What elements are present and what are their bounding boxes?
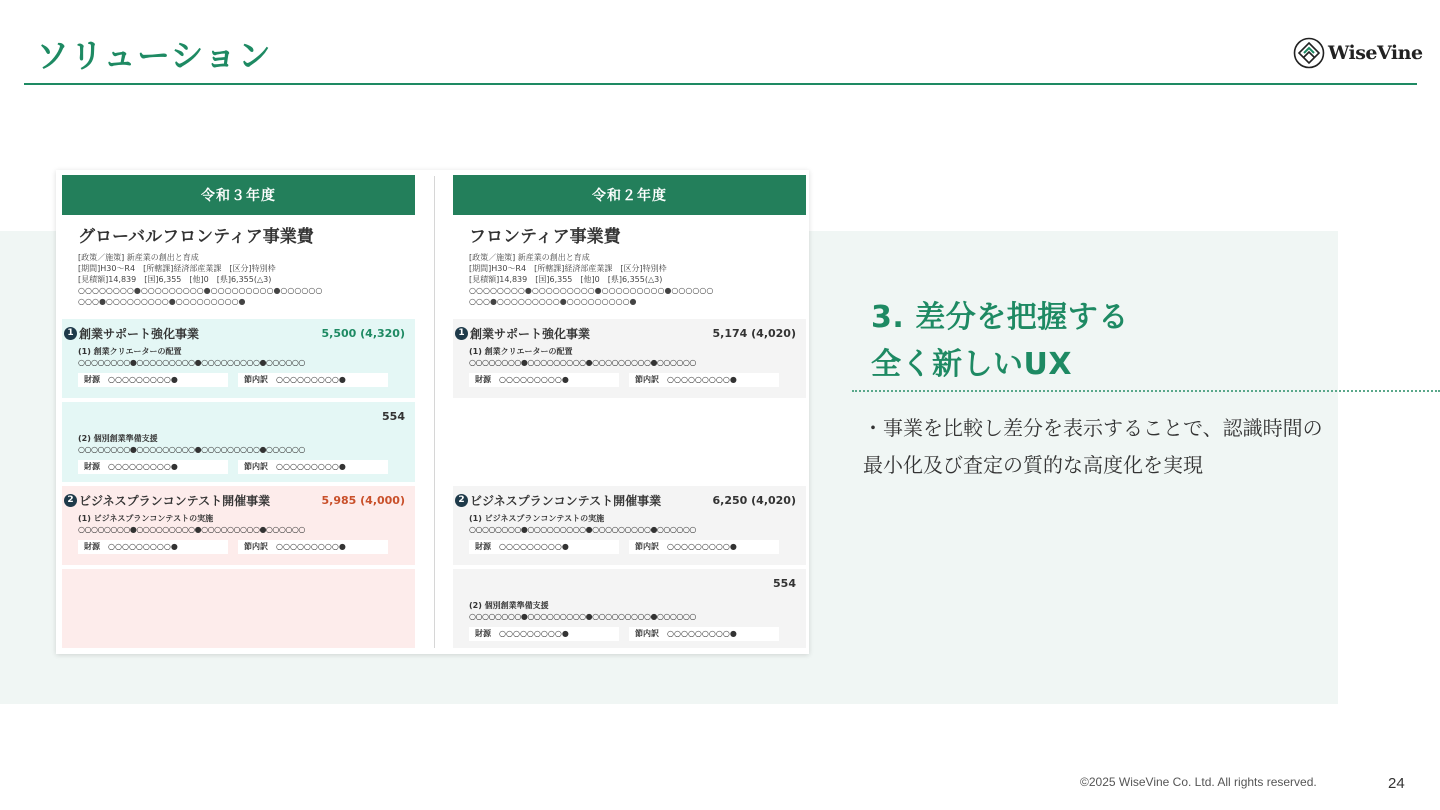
wisevine-logo-icon — [1293, 37, 1325, 69]
page-number: 24 — [1388, 775, 1405, 792]
funding-source-field: 財源 ○○○○○○○○○● — [469, 373, 619, 387]
card-title: 1 創業サポート強化事業 — [78, 325, 199, 342]
card-title: 2 ビジネスプランコンテスト開催事業 — [469, 492, 661, 509]
slide-title: ソリューション — [36, 36, 272, 75]
card-detail: ○○○○○○○○●○○○○○○○○○●○○○○○○○○○●○○○○○○ — [469, 612, 696, 621]
card-amount: 6,250 (4,020) — [712, 493, 796, 507]
funding-source-field: 財源 ○○○○○○○○○● — [78, 540, 228, 554]
project-title: グローバルフロンティア事業費 — [78, 227, 314, 247]
business-card — [62, 402, 415, 482]
funding-source-field: 財源 ○○○○○○○○○● — [78, 460, 228, 474]
card-subitem: (1) ビジネスプランコンテストの実施 — [78, 514, 214, 523]
feature-description: ・事業を比較し差分を表示することで、認識時間の最小化及び査定の質的な高度化を実現 — [863, 416, 1323, 477]
card-amount: 5,985 (4,000) — [321, 493, 405, 507]
business-card — [453, 319, 806, 398]
card-subitem: (1) ビジネスプランコンテストの実施 — [469, 514, 605, 523]
feature-heading — [871, 294, 1129, 388]
year-header-previous: 令和２年度 — [453, 175, 806, 215]
logo-wordmark: WiseVine — [1328, 42, 1423, 64]
card-amount: 554 — [773, 576, 796, 590]
wisevine-logo — [1293, 37, 1423, 69]
breakdown-field: 節内訳 ○○○○○○○○○● — [238, 373, 388, 387]
card-title: 1 創業サポート強化事業 — [469, 325, 590, 342]
number-badge-icon: 2 — [455, 494, 468, 507]
card-detail: ○○○○○○○○●○○○○○○○○○●○○○○○○○○○●○○○○○○ — [78, 525, 305, 534]
card-subitem: (2) 個別創業準備支援 — [78, 434, 158, 443]
project-meta: [政策／施策] 新産業の創出と育成 [期間]H30～R4 [所轄課]経済部産業課 [区分]特別枠 [見積額]14,839 [国]6,355 [他]0 [県]6,355(△3) ○○○○○○○○●○○○○○○○○○●○○○○○○○○○●○○○○○○ ○○○●○○○○○○○○○●○○○○○○○○○● — [469, 253, 714, 306]
dotted-divider — [852, 390, 1440, 392]
card-amount: 5,174 (4,020) — [712, 326, 796, 340]
previous-year-column — [453, 175, 806, 638]
breakdown-field: 節内訳 ○○○○○○○○○● — [629, 627, 779, 641]
project-title: フロンティア事業費 — [469, 227, 621, 247]
budget-comparison-screenshot — [56, 170, 809, 654]
card-amount: 554 — [382, 409, 405, 423]
project-info — [62, 215, 415, 319]
project-info — [453, 215, 806, 319]
feature-heading-line2: 全く新しいUX — [871, 347, 1072, 382]
project-meta: [政策／施策] 新産業の創出と育成 [期間]H30～R4 [所轄課]経済部産業課 [区分]特別枠 [見積額]14,839 [国]6,355 [他]0 [県]6,355(△3) ○○○○○○○○●○○○○○○○○○●○○○○○○○○○●○○○○○○ ○○○●○○○○○○○○○●○○○○○○○○○● — [78, 253, 323, 306]
empty-card-placeholder — [62, 569, 415, 648]
title-underline — [24, 83, 1417, 85]
number-badge-icon: 2 — [64, 494, 77, 507]
year-header-current: 令和３年度 — [62, 175, 415, 215]
business-card — [453, 486, 806, 565]
card-detail: ○○○○○○○○●○○○○○○○○○●○○○○○○○○○●○○○○○○ — [78, 358, 305, 367]
card-amount: 5,500 (4,320) — [321, 326, 405, 340]
business-card — [62, 319, 415, 398]
current-year-column — [62, 175, 415, 551]
breakdown-field: 節内訳 ○○○○○○○○○● — [238, 460, 388, 474]
breakdown-field: 節内訳 ○○○○○○○○○● — [629, 373, 779, 387]
breakdown-field: 節内訳 ○○○○○○○○○● — [238, 540, 388, 554]
card-subitem: (1) 創業クリエーターの配置 — [78, 347, 182, 356]
business-card — [62, 486, 415, 565]
number-badge-icon: 1 — [64, 327, 77, 340]
card-detail: ○○○○○○○○●○○○○○○○○○●○○○○○○○○○●○○○○○○ — [469, 525, 696, 534]
feature-heading-line1: 3. 差分を把握する — [871, 300, 1129, 335]
breakdown-field: 節内訳 ○○○○○○○○○● — [629, 540, 779, 554]
card-detail: ○○○○○○○○●○○○○○○○○○●○○○○○○○○○●○○○○○○ — [78, 445, 305, 454]
card-subitem: (2) 個別創業準備支援 — [469, 601, 549, 610]
card-title: 2 ビジネスプランコンテスト開催事業 — [78, 492, 270, 509]
copyright-footer: ©2025 WiseVine Co. Ltd. All rights reserved. — [1080, 775, 1317, 789]
funding-source-field: 財源 ○○○○○○○○○● — [469, 540, 619, 554]
funding-source-field: 財源 ○○○○○○○○○● — [78, 373, 228, 387]
card-detail: ○○○○○○○○●○○○○○○○○○●○○○○○○○○○●○○○○○○ — [469, 358, 696, 367]
column-divider — [434, 176, 435, 648]
business-card — [453, 569, 806, 648]
number-badge-icon: 1 — [455, 327, 468, 340]
funding-source-field: 財源 ○○○○○○○○○● — [469, 627, 619, 641]
card-subitem: (1) 創業クリエーターの配置 — [469, 347, 573, 356]
